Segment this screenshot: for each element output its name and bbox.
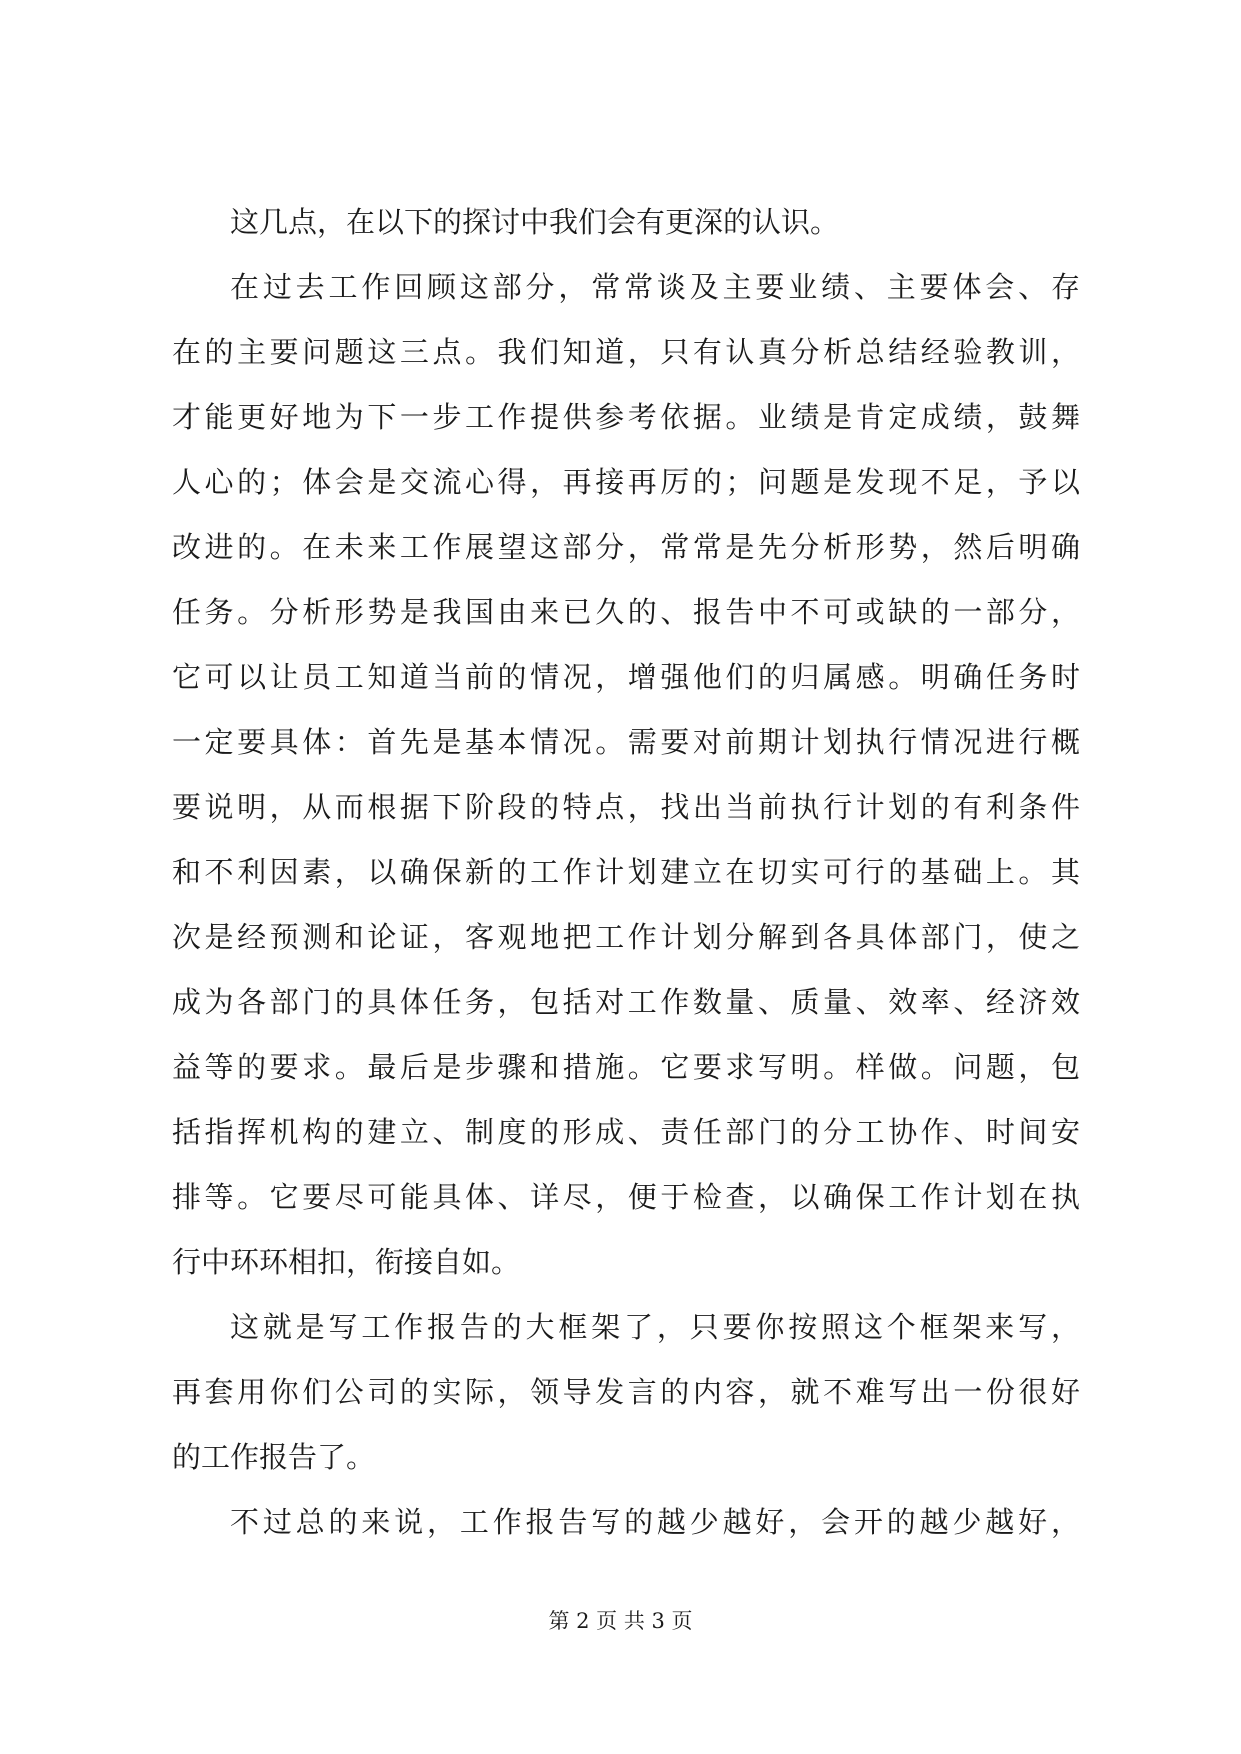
text-line: 成为各部门的具体任务，包括对工作数量、质量、效率、经济效	[172, 985, 1080, 1019]
text-line: 在过去工作回顾这部分，常常谈及主要业绩、主要体会、存	[230, 270, 1080, 304]
text-line: 再套用你们公司的实际，领导发言的内容，就不难写出一份很好	[172, 1375, 1080, 1409]
text-line: 排等。它要尽可能具体、详尽，便于检查，以确保工作计划在执	[172, 1180, 1080, 1214]
text-line: 一定要具体：首先是基本情况。需要对前期计划执行情况进行概	[172, 725, 1080, 759]
text-line: 这就是写工作报告的大框架了，只要你按照这个框架来写，	[230, 1310, 1080, 1344]
text-line: 要说明，从而根据下阶段的特点，找出当前执行计划的有利条件	[172, 790, 1080, 824]
text-line: 在的主要问题这三点。我们知道，只有认真分析总结经验教训，	[172, 335, 1080, 369]
text-line: 这几点，在以下的探讨中我们会有更深的认识。	[230, 205, 840, 239]
text-line: 不过总的来说，工作报告写的越少越好，会开的越少越好，	[230, 1505, 1080, 1539]
page-footer: 第 2 页 共 3 页	[548, 1609, 693, 1633]
body-text	[172, 190, 1080, 1555]
text-line: 改进的。在未来工作展望这部分，常常是先分析形势，然后明确	[172, 530, 1080, 564]
text-line: 次是经预测和论证，客观地把工作计划分解到各具体部门，使之	[172, 920, 1080, 954]
text-line: 它可以让员工知道当前的情况，增强他们的归属感。明确任务时	[172, 660, 1080, 694]
text-line: 才能更好地为下一步工作提供参考依据。业绩是肯定成绩，鼓舞	[172, 400, 1080, 434]
text-line: 人心的；体会是交流心得，再接再厉的；问题是发现不足，予以	[172, 465, 1080, 499]
text-line: 行中环环相扣，衔接自如。	[172, 1245, 521, 1279]
text-line: 和不利因素，以确保新的工作计划建立在切实可行的基础上。其	[172, 855, 1080, 889]
text-line: 益等的要求。最后是步骤和措施。它要求写明。样做。问题，包	[172, 1050, 1080, 1084]
text-line: 任务。分析形势是我国由来已久的、报告中不可或缺的一部分，	[172, 595, 1080, 629]
text-line: 括指挥机构的建立、制度的形成、责任部门的分工协作、时间安	[172, 1115, 1080, 1149]
text-line: 的工作报告了。	[172, 1440, 376, 1474]
